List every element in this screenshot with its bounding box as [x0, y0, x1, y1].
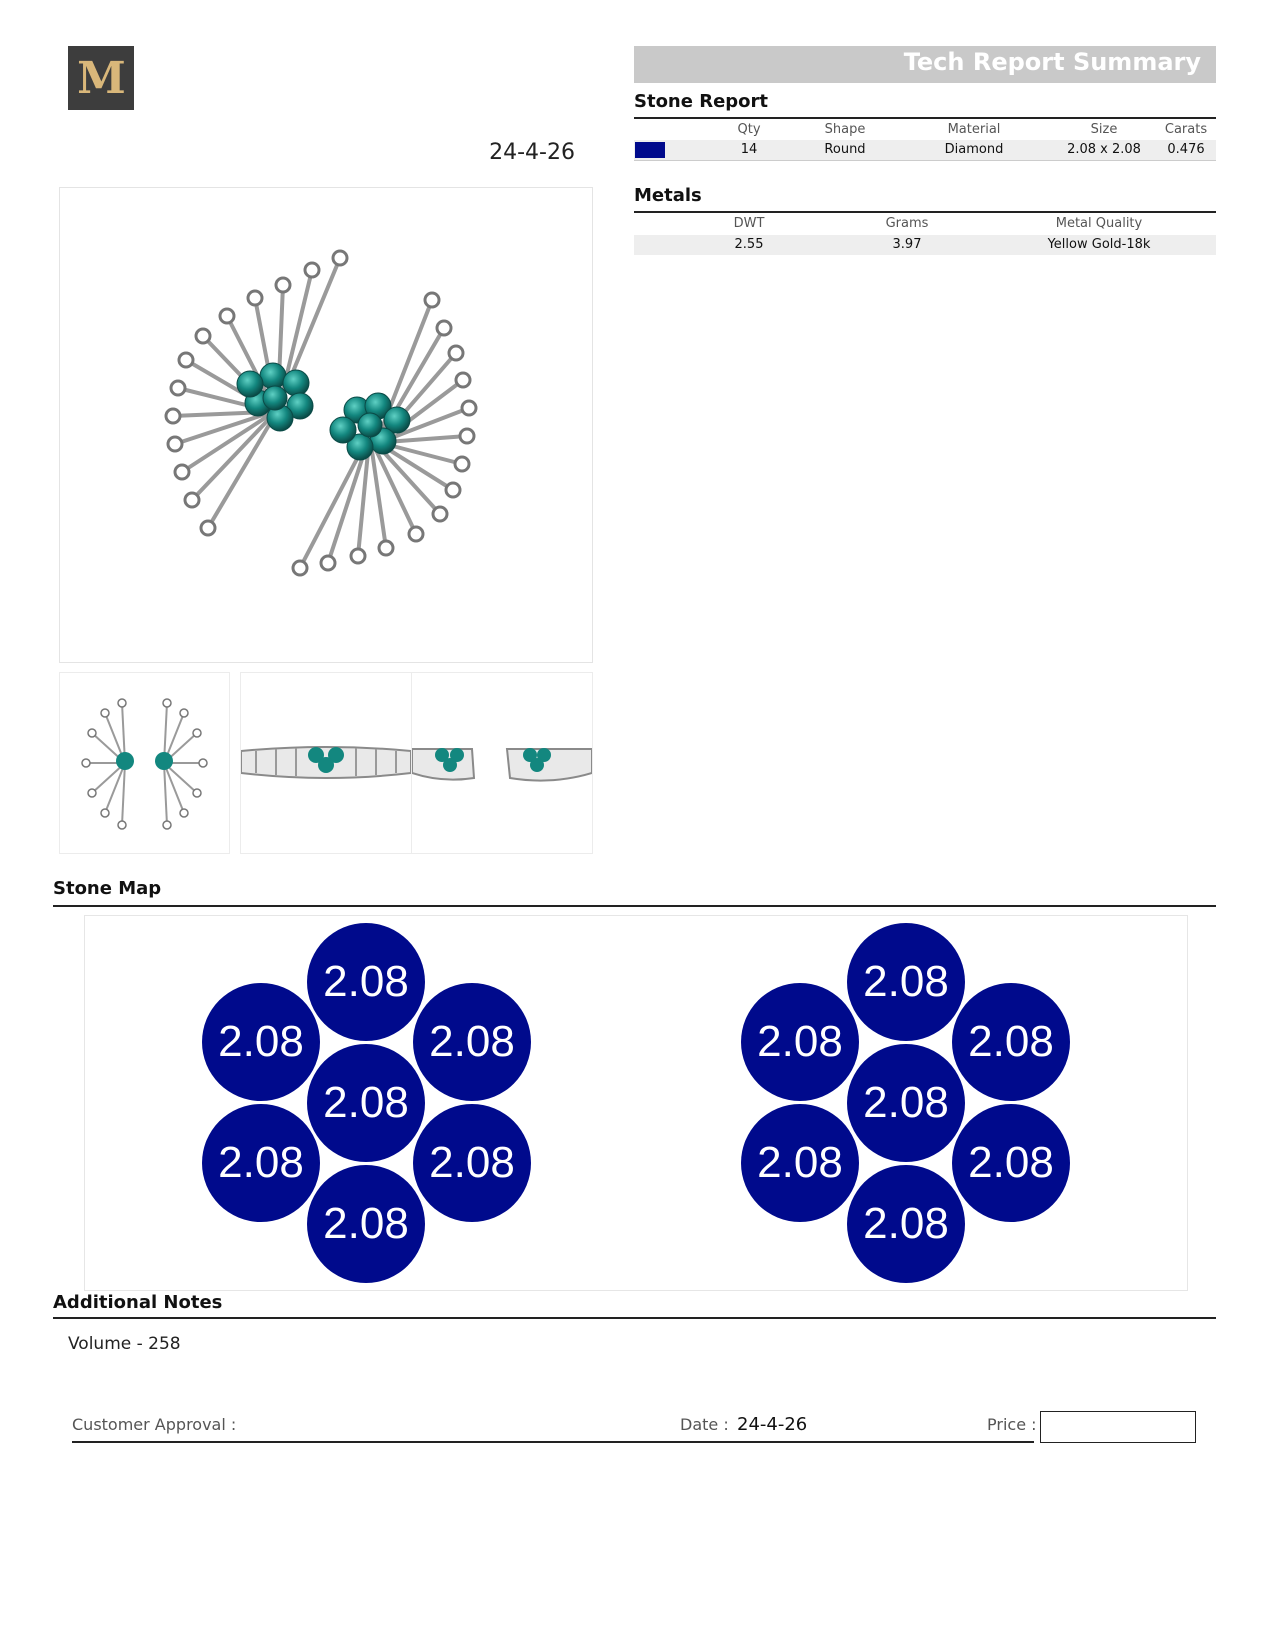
stone-report-bottom-rule — [634, 160, 1216, 161]
front-view-render — [60, 673, 229, 853]
approval-date-value: 24-4-26 — [737, 1414, 808, 1435]
notes-title: Additional Notes — [53, 1292, 223, 1313]
report-title-bar — [634, 46, 1216, 83]
map-stone: 2.08 — [847, 923, 965, 1041]
metals-title: Metals — [634, 185, 702, 206]
report-title: Tech Report Summary — [903, 48, 1201, 76]
map-stone: 2.08 — [952, 1104, 1070, 1222]
earring-render — [60, 188, 592, 662]
document-date: 24-4-26 — [489, 140, 575, 165]
stone-material: Diamond — [944, 142, 1004, 157]
stone-qty: 14 — [740, 142, 758, 157]
stone-size: 2.08 x 2.08 — [1067, 142, 1141, 157]
map-stone: 2.08 — [741, 1104, 859, 1222]
stone-report-title: Stone Report — [634, 91, 769, 112]
price-label: Price : — [987, 1415, 1037, 1434]
stone-report-row — [634, 140, 1216, 160]
stone-map-frame — [84, 915, 1188, 1291]
col-carats: Carats — [1164, 122, 1208, 137]
map-stone: 2.08 — [952, 983, 1070, 1101]
thumbnail-front-view[interactable] — [59, 672, 230, 854]
col-metal-quality: Metal Quality — [1055, 216, 1143, 231]
thumbnail-angle-view[interactable] — [411, 672, 593, 854]
metals-header-row — [634, 214, 1216, 234]
metal-quality: Yellow Gold-18k — [1047, 237, 1151, 252]
notes-text: Volume - 258 — [68, 1334, 181, 1354]
logo-letter: M — [77, 52, 125, 104]
stone-color-swatch — [635, 142, 665, 158]
map-stone: 2.08 — [307, 1044, 425, 1162]
company-logo — [68, 46, 134, 110]
map-stone: 2.08 — [413, 1104, 531, 1222]
side-view-render — [241, 673, 411, 853]
approval-signature-line — [72, 1441, 1034, 1443]
stone-carats: 0.476 — [1167, 142, 1205, 157]
angle-view-render — [412, 673, 592, 853]
stone-report-rule — [634, 117, 1216, 119]
map-stone: 2.08 — [202, 983, 320, 1101]
thumbnail-side-view[interactable] — [240, 672, 412, 854]
map-stone: 2.08 — [307, 923, 425, 1041]
map-stone: 2.08 — [202, 1104, 320, 1222]
map-stone: 2.08 — [847, 1165, 965, 1283]
metal-dwt: 2.55 — [734, 237, 764, 252]
price-input-box[interactable] — [1040, 1411, 1196, 1443]
col-size: Size — [1090, 122, 1118, 137]
approval-date-label: Date : — [680, 1415, 729, 1434]
map-stone: 2.08 — [307, 1165, 425, 1283]
col-shape: Shape — [824, 122, 866, 137]
stone-report-header-row — [634, 120, 1216, 140]
product-main-image — [59, 187, 593, 663]
col-dwt: DWT — [733, 216, 765, 231]
metals-rule — [634, 211, 1216, 213]
col-grams: Grams — [885, 216, 929, 231]
map-stone: 2.08 — [847, 1044, 965, 1162]
metals-row — [634, 235, 1216, 255]
customer-approval-label: Customer Approval : — [72, 1415, 237, 1434]
stone-map-rule — [53, 905, 1216, 907]
notes-rule — [53, 1317, 1216, 1319]
map-stone: 2.08 — [741, 983, 859, 1101]
stone-map-title: Stone Map — [53, 878, 162, 899]
col-qty: Qty — [737, 122, 761, 137]
map-stone: 2.08 — [413, 983, 531, 1101]
stone-shape: Round — [824, 142, 866, 157]
metal-grams: 3.97 — [892, 237, 922, 252]
col-material: Material — [947, 122, 1001, 137]
